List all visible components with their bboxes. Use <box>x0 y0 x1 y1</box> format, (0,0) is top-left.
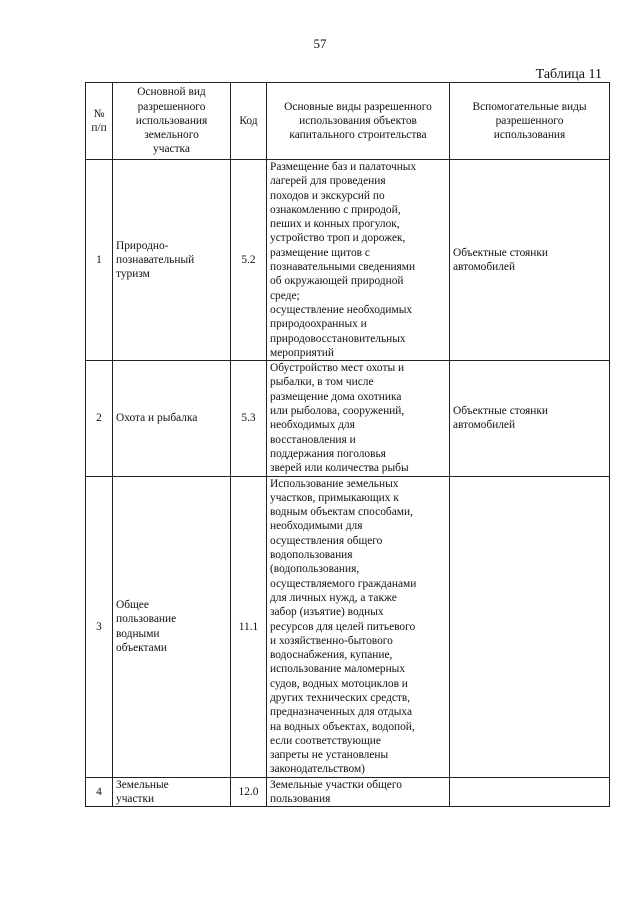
text-line: осуществления общего <box>270 534 383 547</box>
text-line: водными <box>116 627 160 640</box>
row-description <box>267 777 450 807</box>
text-line: Использование земельных <box>270 477 399 490</box>
text-line: восстановления и <box>270 433 356 446</box>
text-line: природовосстановительных <box>270 332 406 345</box>
text-line: для личных нужд, а также <box>270 591 397 604</box>
row-number: 4 <box>86 777 113 807</box>
text-line: ознакомлению с природой, <box>270 203 401 216</box>
text-line: земельного <box>144 129 199 142</box>
text-line: познавательный <box>116 253 195 266</box>
header-row <box>86 83 610 160</box>
text-line: пользование <box>116 613 177 626</box>
text-line: необходимыми для <box>270 520 363 533</box>
text-line: Код <box>239 114 258 127</box>
text-line: устройство троп и дорожек, <box>270 232 406 245</box>
text-line: (водопользования, <box>270 563 360 576</box>
text-line: автомобилей <box>453 261 516 274</box>
text-line: Основной вид <box>137 86 206 99</box>
text-line: осуществление необходимых <box>270 303 413 316</box>
row-description <box>267 476 450 777</box>
text-line: Основные виды разрешенного <box>284 100 432 113</box>
text-line: участков, примыкающих к <box>270 491 399 504</box>
text-line: автомобилей <box>453 419 516 432</box>
text-line: запреты не установлены <box>270 749 389 762</box>
row-use-name <box>113 476 231 777</box>
row-number: 3 <box>86 476 113 777</box>
row-code: 5.3 <box>231 361 267 476</box>
text-line: мероприятий <box>270 346 334 359</box>
row-use-name <box>113 361 231 476</box>
text-line: ресурсов для целей питьевого <box>270 620 416 633</box>
text-line: поддержания поголовья <box>270 447 386 460</box>
text-line: если соответствующие <box>270 734 381 747</box>
text-line: капитального строительства <box>289 129 427 142</box>
table-row <box>86 361 610 476</box>
text-line: рыбалки, в том числе <box>270 376 374 389</box>
text-line: водоснабжения, купание, <box>270 649 393 662</box>
text-line: участка <box>153 143 190 156</box>
text-line: предназначенных для отдыха <box>270 706 412 719</box>
text-line: использование маломерных <box>270 663 406 676</box>
text-line: Земельные <box>116 778 169 791</box>
table-row <box>86 476 610 777</box>
row-auxiliary <box>450 476 610 777</box>
text-line: водопользования <box>270 549 353 562</box>
text-line: об окружающей природной <box>270 275 404 288</box>
row-code: 11.1 <box>231 476 267 777</box>
text-line: объектами <box>116 641 168 654</box>
text-line: Вспомогательные виды <box>472 100 587 113</box>
text-line: на водных объектах, водопой, <box>270 720 415 733</box>
text-line: походов и экскурсий по <box>270 189 385 202</box>
text-line: Объектные стоянки <box>453 405 549 418</box>
row-auxiliary <box>450 160 610 361</box>
table-row <box>86 777 610 807</box>
land-use-table <box>85 82 610 807</box>
text-line: Общее <box>116 599 149 612</box>
text-line: использования объектов <box>299 114 417 127</box>
text-line: Объектные стоянки <box>453 246 549 259</box>
row-description <box>267 160 450 361</box>
text-line: участки <box>116 793 155 806</box>
header-num <box>86 83 113 160</box>
header-main-objects <box>267 83 450 160</box>
text-line: туризм <box>116 268 150 281</box>
text-line: законодательством) <box>270 763 365 776</box>
text-line: использования <box>135 114 208 127</box>
row-auxiliary <box>450 777 610 807</box>
row-use-name <box>113 777 231 807</box>
row-auxiliary <box>450 361 610 476</box>
row-number: 1 <box>86 160 113 361</box>
row-code: 12.0 <box>231 777 267 807</box>
text-line: лагерей для проведения <box>270 175 386 188</box>
text-line: разрешенного <box>495 114 564 127</box>
text-line: необходимых для <box>270 419 355 432</box>
row-description <box>267 361 450 476</box>
text-line: размещение дома охотника <box>270 390 402 403</box>
text-line: водным объектам способами, <box>270 506 413 519</box>
text-line: судов, водных мотоциклов и <box>270 677 408 690</box>
row-use-name <box>113 160 231 361</box>
text-line: других технических средств, <box>270 691 411 704</box>
text-line: пользования <box>270 793 331 806</box>
text-line: и хозяйственно-бытового <box>270 634 393 647</box>
text-line: п/п <box>91 122 107 134</box>
text-line: разрешенного <box>137 100 206 113</box>
text-line: среде; <box>270 289 300 302</box>
text-line: № <box>93 107 105 120</box>
text-line: Обустройство мест охоты и <box>270 362 405 375</box>
header-auxiliary <box>450 83 610 160</box>
text-line: пеших и конных прогулок, <box>270 218 400 231</box>
text-line: Земельные участки общего <box>270 778 402 791</box>
page-number: 57 <box>313 36 327 51</box>
table-row <box>86 160 610 361</box>
text-line: использования <box>493 129 566 142</box>
row-code: 5.2 <box>231 160 267 361</box>
header-main-use <box>113 83 231 160</box>
text-line: или рыболова, сооружений, <box>270 405 405 418</box>
text-line: познавательными сведениями <box>270 261 416 274</box>
table-caption: Таблица 11 <box>535 67 602 82</box>
text-line: размещение щитов с <box>270 246 370 259</box>
text-line: Природно- <box>116 239 169 252</box>
text-line: природоохранных и <box>270 318 367 331</box>
header-code <box>231 83 267 160</box>
text-line: Размещение баз и палаточных <box>270 161 417 173</box>
row-number: 2 <box>86 361 113 476</box>
text-line: зверей или количества рыбы <box>270 462 409 475</box>
text-line: забор (изъятие) водных <box>270 606 384 619</box>
text-line: осуществляемого гражданами <box>270 577 417 590</box>
text-line: Охота и рыбалка <box>116 412 198 425</box>
